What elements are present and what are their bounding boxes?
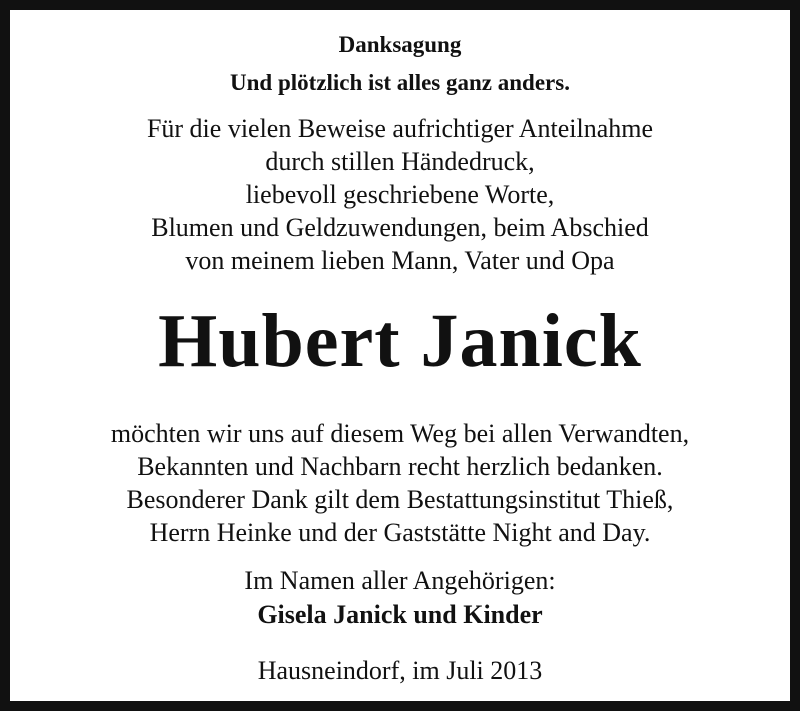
intro-line: Blumen und Geldzuwendungen, beim Abschied bbox=[151, 213, 649, 242]
intro-line: Für die vielen Beweise aufrichtiger Anteilnahme bbox=[146, 114, 654, 143]
thanks-line: möchten wir uns auf diesem Weg bei allen Verwandten, bbox=[110, 419, 690, 448]
notice-subheading: Und plötzlich ist alles ganz anders. bbox=[230, 70, 570, 95]
deceased-name: Hubert Janick bbox=[158, 299, 642, 383]
intro-line: liebevoll geschriebene Worte, bbox=[245, 180, 555, 209]
thanks-line: Bekannten und Nachbarn recht herzlich bedanken. bbox=[137, 452, 663, 481]
intro-line: durch stillen Händedruck, bbox=[265, 147, 535, 176]
notice-heading: Danksagung bbox=[338, 32, 462, 57]
thanks-line: Besonderer Dank gilt dem Bestattungsinstitut Thieß, bbox=[126, 485, 674, 514]
place-date: Hausneindorf, im Juli 2013 bbox=[257, 656, 543, 685]
on-behalf-text: Im Namen aller Angehörigen: bbox=[244, 566, 556, 595]
intro-line: von meinem lieben Mann, Vater und Opa bbox=[185, 246, 615, 275]
signatories: Gisela Janick und Kinder bbox=[257, 600, 543, 629]
thanks-line: Herrn Heinke und der Gaststätte Night and Day. bbox=[149, 518, 651, 547]
